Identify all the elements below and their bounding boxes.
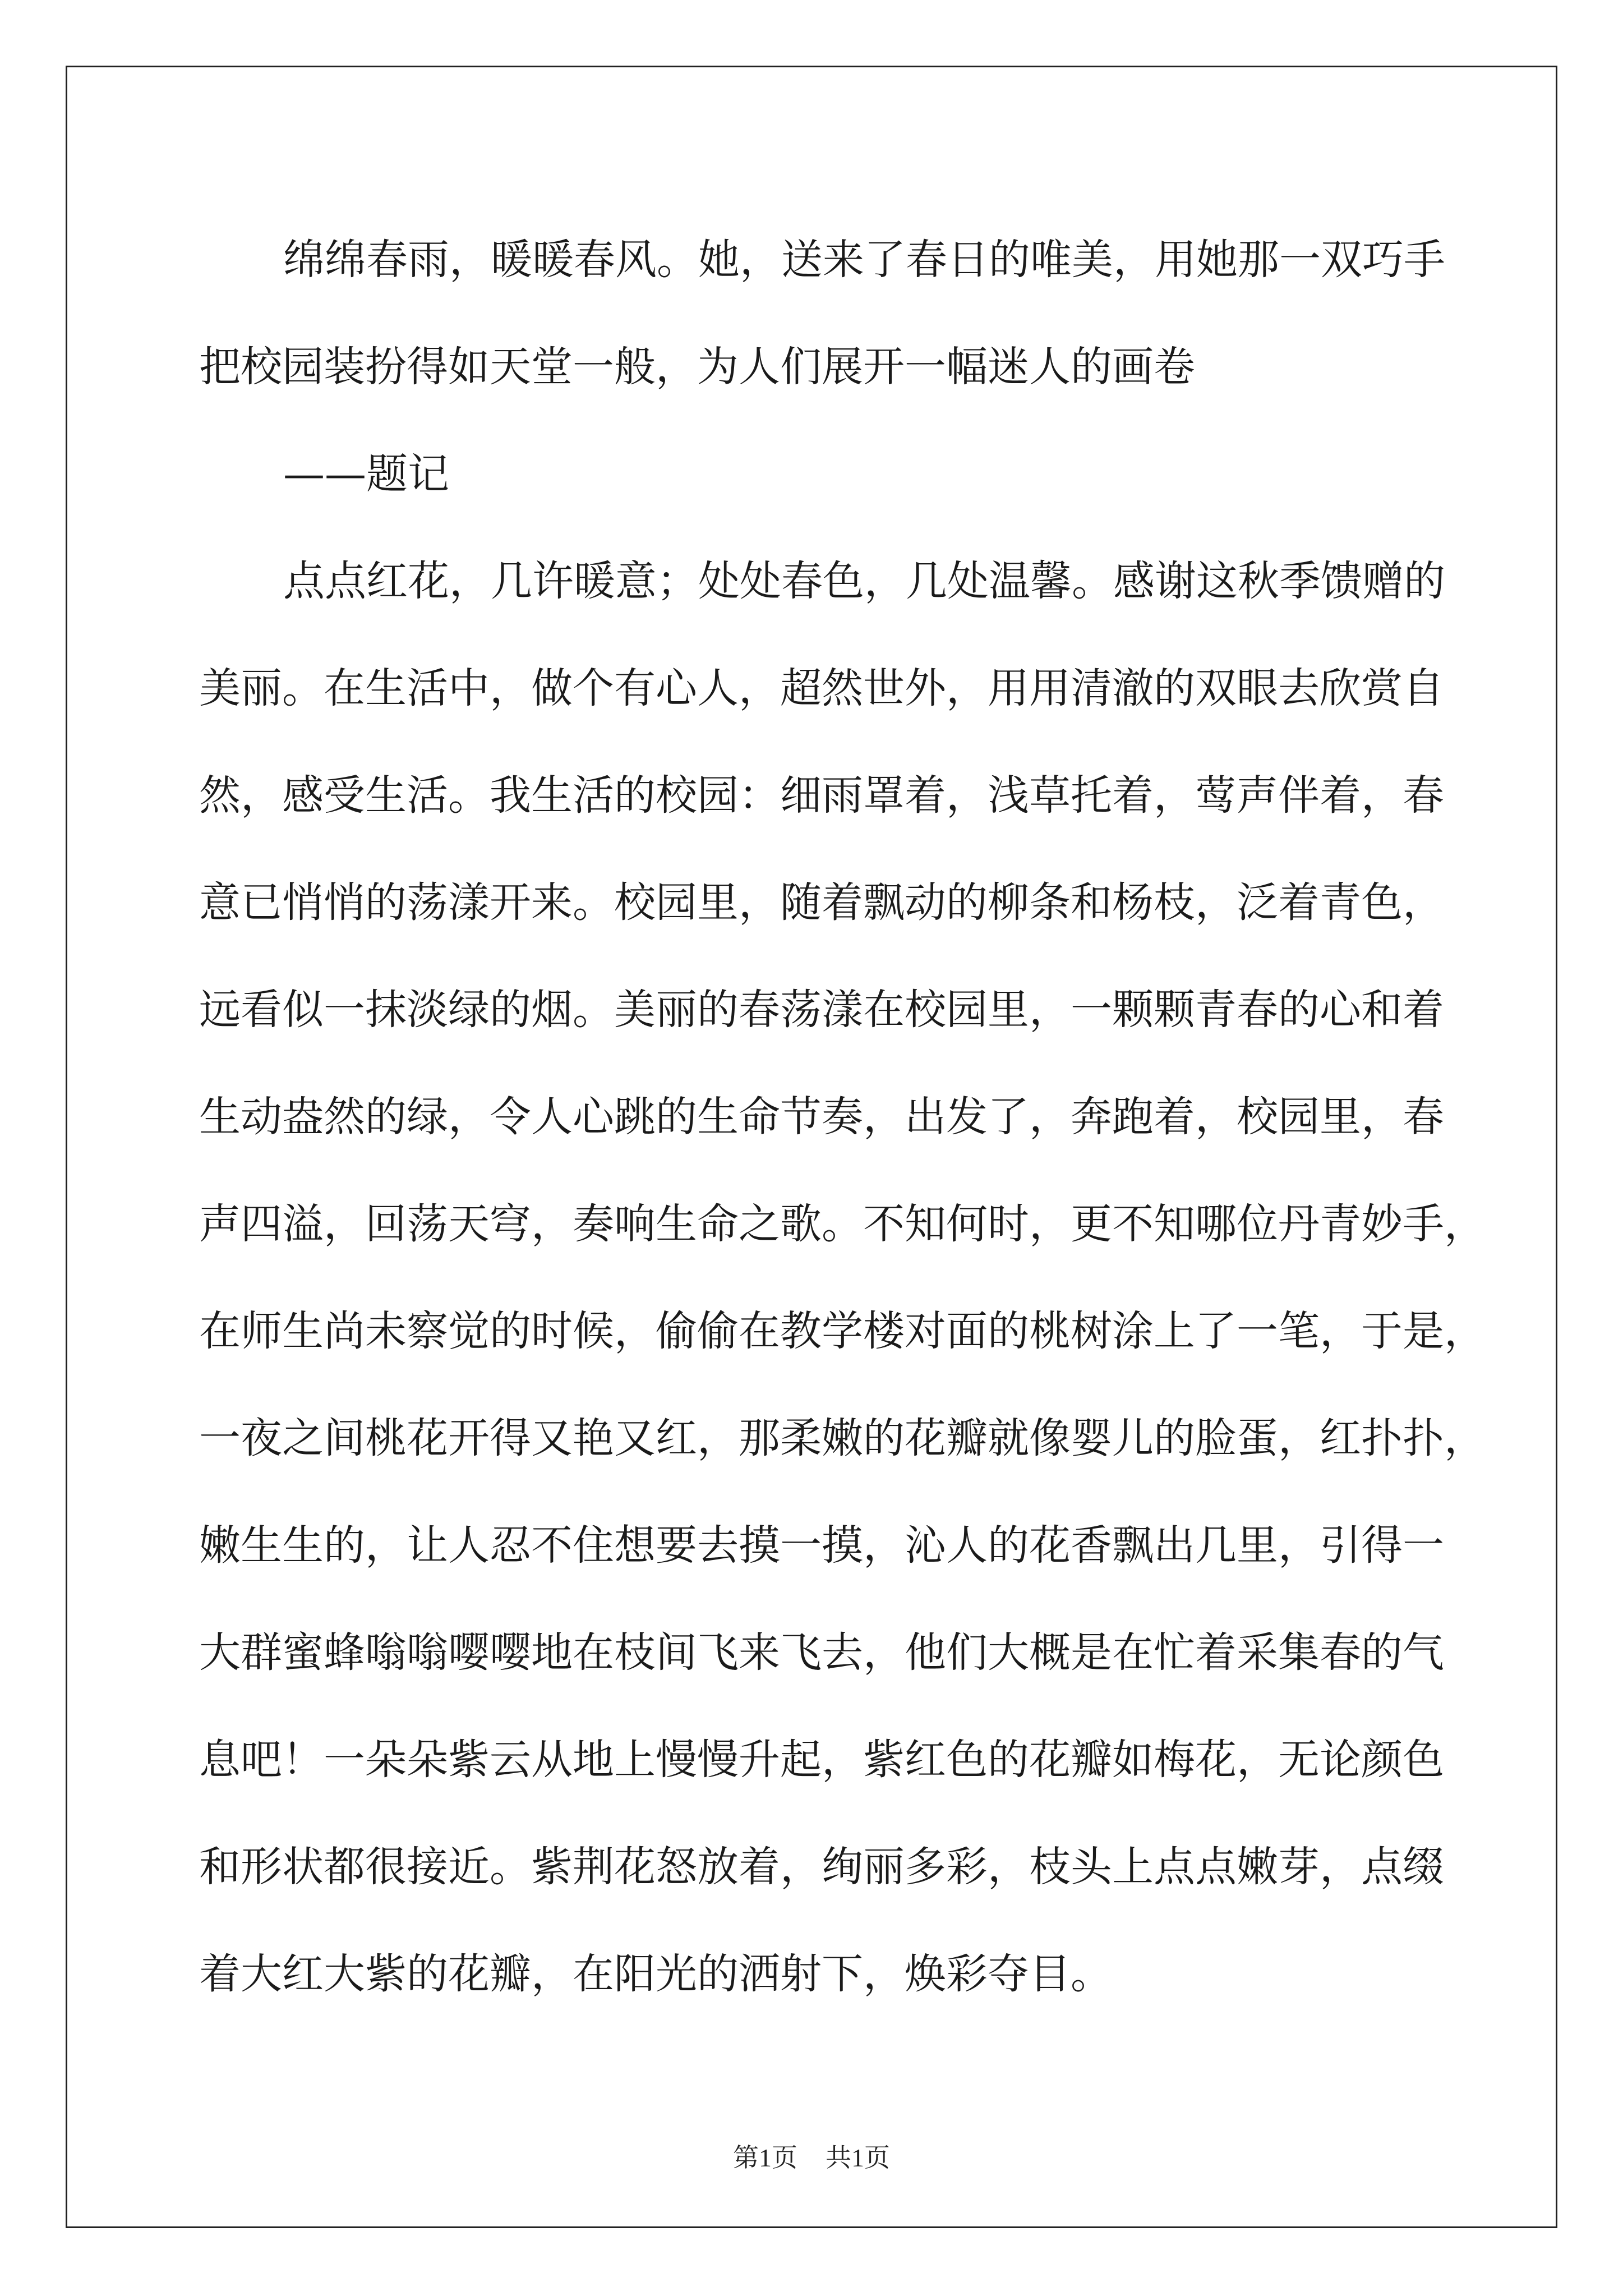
paragraph-line: 意已悄悄的荡漾开来。校园里，随着飘动的柳条和杨枝，泛着青色， [199,878,1444,927]
document-body [199,206,1486,2028]
paragraph-line: 远看似一抹淡绿的烟。美丽的春荡漾在校园里，一颗颗青春的心和着 [199,986,1444,1034]
paragraph-line: 一夜之间桃花开得又艳又红，那柔嫩的花瓣就像婴儿的脸蛋，红扑扑， [199,1414,1486,1462]
paragraph-line: 和形状都很接近。紫荆花怒放着，绚丽多彩，枝头上点点嫩芽，点缀 [199,1843,1444,1891]
paragraph-line: 声四溢，回荡天穹，奏响生命之歌。不知何时，更不知哪位丹青妙手， [199,1200,1486,1248]
paragraph-line: 美丽。在生活中，做个有心人，超然世外，用用清澈的双眼去欣赏自 [199,664,1444,712]
paragraph-line: 把校园装扮得如天堂一般，为人们展开一幅迷人的画卷 [199,343,1195,391]
paragraph-line: 着大红大紫的花瓣，在阳光的洒射下，焕彩夺目。 [199,1950,1112,1998]
paragraph-line: 嫩生生的，让人忍不住想要去摸一摸，沁人的花香飘出几里，引得一 [199,1521,1444,1570]
page-footer [0,2137,1623,2174]
paragraph-line: 在师生尚未察觉的时候，偷偷在教学楼对面的桃树涂上了一笔，于是， [199,1307,1486,1355]
paragraph-line: 息吧！一朵朵紫云从地上慢慢升起，紫红色的花瓣如梅花，无论颜色 [199,1736,1444,1784]
paragraph-line: 生动盎然的绿，令人心跳的生命节奏，出发了，奔跑着，校园里，春 [199,1093,1444,1141]
epigraph-attribution: ——题记 [283,450,449,498]
page-number: 第1页 [733,2143,797,2172]
paragraph-line: 然，感受生活。我生活的校园：细雨罩着，浅草托着，莺声伴着，春 [199,771,1444,820]
paragraph-line: 绵绵春雨，暖暖春风。她，送来了春日的唯美，用她那一双巧手 [283,236,1445,284]
paragraph-line: 大群蜜蜂嗡嗡嘤嘤地在枝间飞来飞去，他们大概是在忙着采集春的气 [199,1628,1444,1677]
paragraph-line: 点点红花，几许暖意；处处春色，几处温馨。感谢这秋季馈赠的 [283,557,1445,605]
page-total: 共1页 [826,2143,890,2172]
